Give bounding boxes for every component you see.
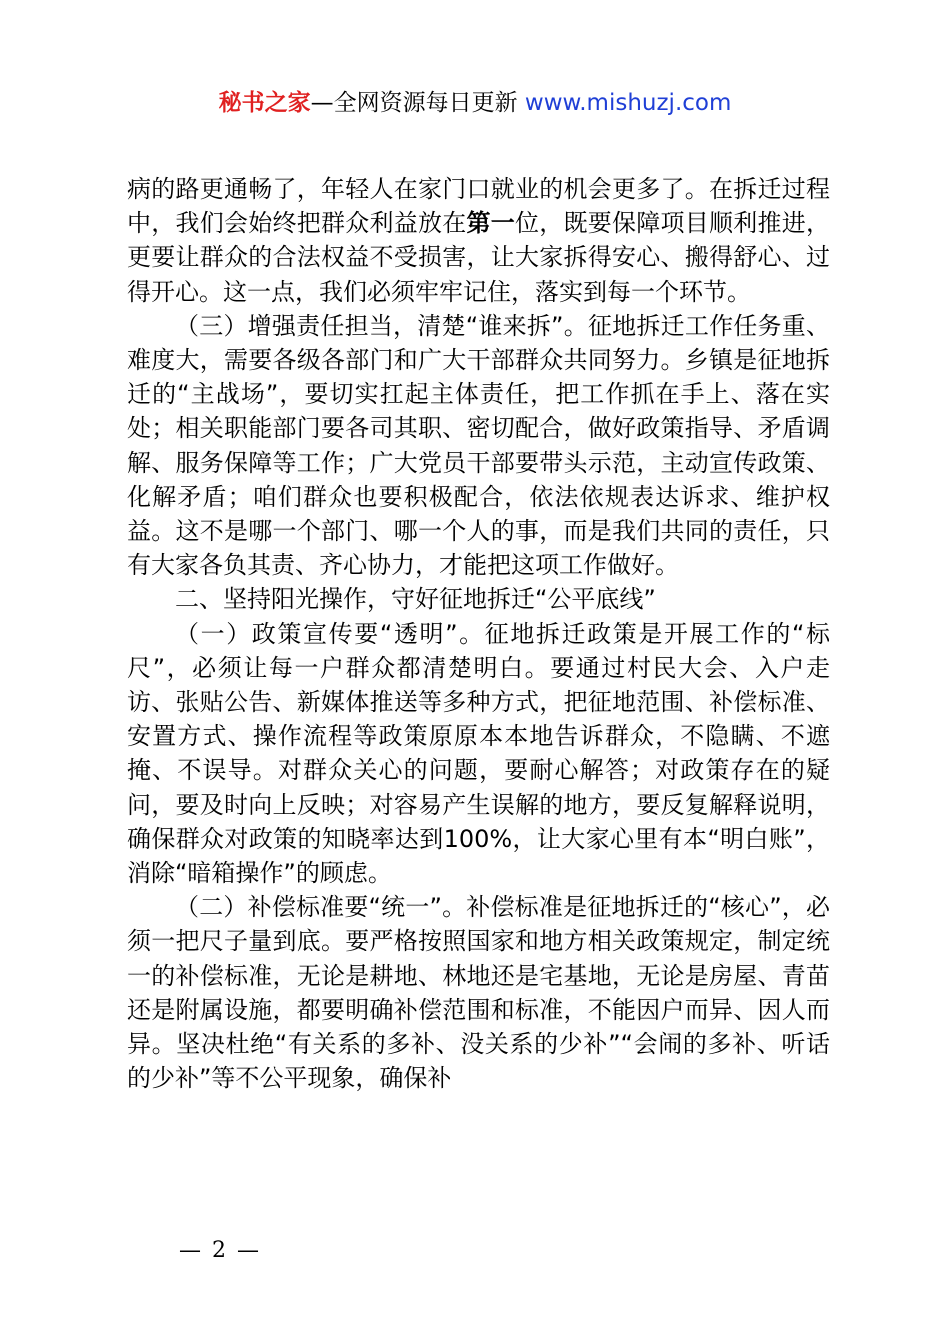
header-separator: —: [310, 90, 334, 116]
brand-name: 秘书之家: [218, 90, 311, 116]
document-body: [127, 172, 830, 1095]
page-number: — 2 —: [179, 1238, 261, 1263]
site-header: [0, 86, 950, 120]
section-heading: 二、坚持阳光操作，守好征地拆迁“公平底线”: [175, 585, 656, 614]
paragraph-compensation-standard: （二）补偿标准要“统一”。补偿标准是征地拆迁的“核心”，必须一把尺子量到底。要严格按照国家和地方相关政策规定，制定统一的补偿标准，无论是耕地、林地还是宅基地，无论是房屋、青苗还是附属设施，都要明确补偿范围和标准，不能因户而异、因人而异。坚决杜绝“有关系的多补、没关系的少补”“会闹的多补、听话的少补”等不公平现象，确保补: [127, 893, 830, 1093]
paragraph-text: 病的路更通畅了，年轻人在家门口就业的机会更多了。在拆迁过程中，我们会始终把群众利益放在: [127, 175, 830, 238]
header-tagline: 全网资源每日更新: [333, 90, 518, 116]
site-url-link[interactable]: www.mishuzj.com: [524, 90, 732, 116]
paragraph-responsibility: （三）增强责任担当，清楚“谁来拆”。征地拆迁工作任务重、难度大，需要各级各部门和广大干部群众共同努力。乡镇是征地拆迁的“主战场”，要切实扛起主体责任，把工作抓在手上、落在实处；相关职能部门要各司其职、密切配合，做好政策指导、矛盾调解、服务保障等工作；广大党员干部要带头示范，主动宣传政策、化解矛盾；咱们群众也要积极配合，依法依规表达诉求、维护权益。这不是哪一个部门、哪一个人的事，而是我们共同的责任，只有大家各负其责、齐心协力，才能把这项工作做好。: [127, 311, 830, 580]
paragraph-continuation: [127, 172, 830, 309]
paragraph-policy-publicity: （一）政策宣传要“透明”。征地拆迁政策是开展工作的“标尺”，必须让每一户群众都清楚明白。要通过村民大会、入户走访、张贴公告、新媒体推送等多种方式，把征地范围、补偿标准、安置方式、操作流程等政策原原本本地告诉群众，不隐瞒、不遮掩、不误导。对群众关心的问题，要耐心解答；对政策存在的疑问，要及时向上反映；对容易产生误解的地方，要反复解释说明，确保群众对政策的知晓率达到100%，让大家心里有本“明白账”，消除“暗箱操作”的顾虑。: [127, 619, 830, 888]
bold-phrase: 第一: [466, 209, 515, 238]
paragraph-text: 位，既要保障项目顺利推进，更要让群众的合法权益不受损害，让大家拆得安心、搬得舒心、过得开心。这一点，我们必须牢牢记住，落实到每一个环节。: [127, 209, 830, 306]
